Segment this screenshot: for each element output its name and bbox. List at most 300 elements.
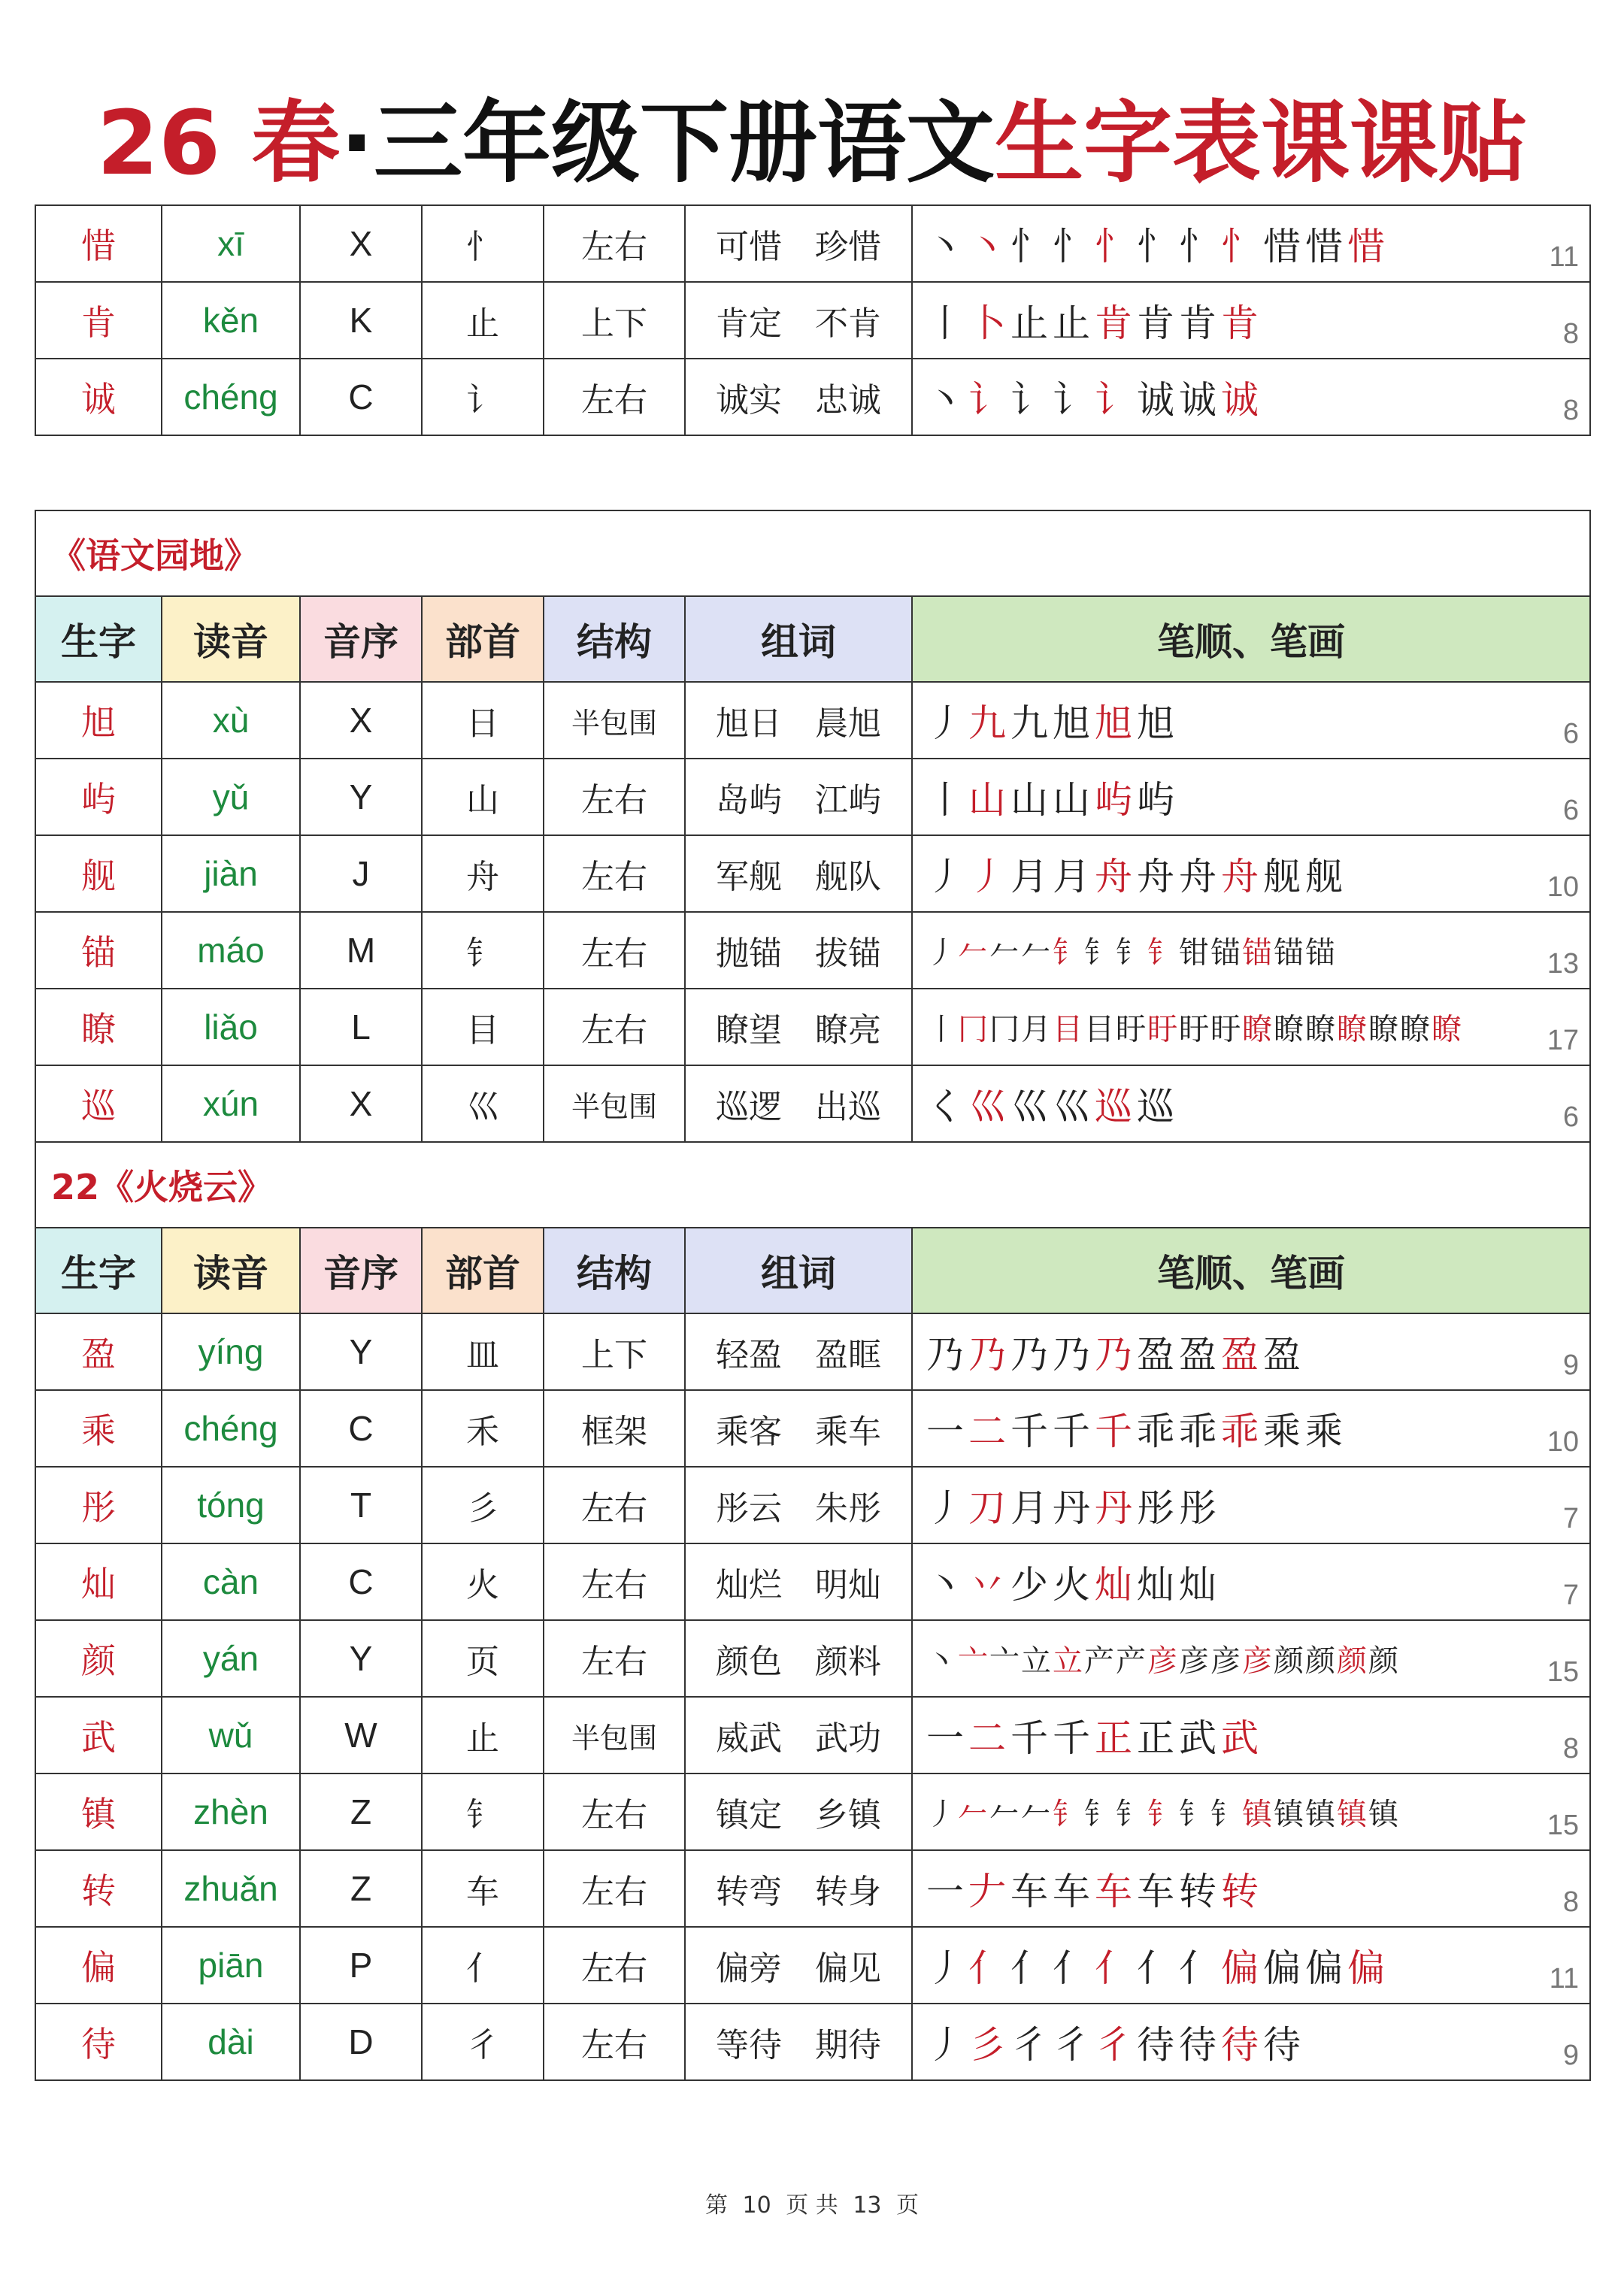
radical-cell: 讠 [422,359,544,435]
radical-cell: 巛 [422,1065,544,1142]
stroke-step: 镇 [1305,1797,1337,1832]
stroke-step: 丶 [926,1563,968,1607]
structure-cell: 上下 [544,282,685,359]
stroke-order-cell [912,1620,1590,1697]
column-header: 音序 [300,1228,422,1313]
character-cell: 彤 [35,1467,162,1543]
character-cell: 转 [35,1850,162,1927]
structure-cell: 左右 [544,2004,685,2080]
stroke-step: 舟 [1221,855,1263,898]
initial-letter-cell: Z [300,1850,422,1927]
table-row [35,1697,1590,1773]
stroke-step: 丶 [926,378,968,422]
stroke-step: 刀 [968,1486,1010,1530]
footer-mid: 页 共 [786,2192,838,2219]
word: 拔锚 [815,934,881,973]
structure-cell: 上下 [544,1313,685,1390]
stroke-step: 目 [1084,1012,1116,1047]
stroke-step: 惜 [1305,225,1347,268]
stroke-order-cell [912,282,1590,359]
stroke-step: 彳 [1010,2023,1053,2067]
pinyin-cell: xī [162,205,300,282]
word: 朱彤 [815,1489,881,1528]
word: 颜料 [815,1643,881,1681]
pinyin-cell: piān [162,1927,300,2004]
pinyin-cell: chéng [162,359,300,435]
character-cell: 巡 [35,1065,162,1142]
stroke-count: 6 [1562,718,1580,750]
pinyin-cell: máo [162,912,300,989]
stroke-count: 6 [1562,1101,1580,1133]
stroke-step: 丨 [926,301,968,345]
radical-cell: 页 [422,1620,544,1697]
word: 转身 [815,1873,881,1911]
header-row [35,596,1590,682]
stroke-step: 目 [1053,1012,1084,1047]
stroke-step: 止 [1010,301,1053,345]
stroke-step: 火 [1053,1563,1095,1607]
stroke-step: 旭 [1137,701,1179,745]
stroke-step: 𠂉 [958,935,989,971]
stroke-step: 车 [1053,1870,1095,1913]
stroke-step: 灿 [1137,1563,1179,1607]
stroke-step: 丹 [1053,1486,1095,1530]
stroke-step: 颜 [1368,1643,1400,1679]
initial-letter-cell: K [300,282,422,359]
words-cell [685,759,912,835]
stroke-count: 9 [1562,2040,1580,2071]
stroke-count: 6 [1562,795,1580,826]
initial-letter-cell: X [300,682,422,759]
stroke-step: 𠂉 [989,935,1021,971]
stroke-step: 立 [1021,1643,1053,1679]
radical-cell: 舟 [422,835,544,912]
table-row [35,1543,1590,1620]
pinyin-cell: yǔ [162,759,300,835]
title-part-1: 26 春 [96,91,341,195]
stroke-sequence [926,1861,1263,1916]
stroke-step: 诚 [1179,378,1221,422]
structure-cell: 左右 [544,1927,685,2004]
stroke-step: 诚 [1137,378,1179,422]
radical-cell: 车 [422,1850,544,1927]
stroke-step: 屿 [1095,778,1137,822]
stroke-count: 8 [1562,395,1579,426]
stroke-step: 钅 [1116,935,1147,971]
table-row [35,2004,1590,2080]
structure-cell: 左右 [544,989,685,1065]
character-cell: 乘 [35,1390,162,1467]
stroke-step: 𠂉 [1021,1797,1053,1832]
word: 岛屿 [716,781,782,819]
stroke-step: 钅 [1147,935,1179,971]
stroke-step: 𠂉 [989,1797,1021,1832]
words-cell [685,1773,912,1850]
stroke-count: 7 [1562,1580,1580,1611]
stroke-sequence [926,693,1179,747]
words-cell [685,835,912,912]
words-cell [685,1065,912,1142]
stroke-step: 钅 [1084,1797,1116,1832]
stroke-step: 肯 [1095,301,1137,345]
radical-cell: 忄 [422,205,544,282]
stroke-step: 忄 [1095,225,1137,268]
pinyin-cell: zhuǎn [162,1850,300,1927]
stroke-sequence [926,1938,1389,1992]
stroke-step: 彦 [1210,1643,1242,1679]
initial-letter-cell: Y [300,759,422,835]
stroke-step: 旭 [1053,701,1095,745]
initial-letter-cell: C [300,1390,422,1467]
pinyin-cell: wǔ [162,1697,300,1773]
stroke-step: 镇 [1337,1797,1368,1832]
stroke-sequence [926,1077,1179,1131]
stroke-step: 锚 [1274,935,1305,971]
stroke-order-cell [912,1390,1590,1467]
column-header: 音序 [300,596,422,682]
stroke-step: 待 [1137,2023,1179,2067]
stroke-sequence [926,2015,1305,2069]
words-cell [685,682,912,759]
word: 镇定 [716,1796,782,1834]
word: 等待 [716,2026,782,2064]
column-header: 笔顺、笔画 [912,596,1590,682]
stroke-step: 乃 [926,1333,968,1377]
stroke-order-cell [912,912,1590,989]
stroke-step: 正 [1137,1716,1179,1760]
pinyin-cell: xún [162,1065,300,1142]
stroke-sequence [926,370,1263,424]
stroke-step: 彦 [1147,1643,1179,1679]
stroke-count: 7 [1562,1503,1580,1534]
stroke-step: 盱 [1116,1012,1147,1047]
stroke-step: 待 [1263,2023,1305,2067]
column-header: 组词 [685,596,912,682]
footer-prefix: 第 [704,2192,728,2219]
words-cell [685,359,912,435]
word: 瞭望 [716,1011,782,1050]
stroke-step: 旭 [1095,701,1137,745]
initial-letter-cell: Y [300,1620,422,1697]
pinyin-cell: yíng [162,1313,300,1390]
stroke-step: 丹 [1095,1486,1137,1530]
page-title [0,83,1624,203]
stroke-step: 钅 [1179,1797,1210,1832]
stroke-step: 瞭 [1274,1012,1305,1047]
stroke-step: 瞭 [1368,1012,1400,1047]
initial-letter-cell: L [300,989,422,1065]
stroke-count: 13 [1547,948,1580,980]
stroke-step: 讠 [1053,378,1095,422]
character-cell: 诚 [35,359,162,435]
word: 晨旭 [815,704,881,743]
stroke-step: 千 [1095,1410,1137,1453]
character-cell: 屿 [35,759,162,835]
stroke-step: 立 [1053,1643,1084,1679]
word: 颜色 [716,1643,782,1681]
stroke-step: 颜 [1274,1643,1305,1679]
stroke-step: 九 [1010,701,1053,745]
stroke-step: 千 [1053,1716,1095,1760]
stroke-step: 待 [1221,2023,1263,2067]
stroke-step: 钳 [1179,935,1210,971]
stroke-step: 一 [926,1870,968,1913]
word: 乘车 [815,1413,881,1451]
radical-cell: 目 [422,989,544,1065]
stroke-step: 巡 [1095,1085,1137,1128]
initial-letter-cell: J [300,835,422,912]
section-title-cell [35,1142,1590,1228]
stroke-step: 屿 [1137,778,1179,822]
character-cell: 瞭 [35,989,162,1065]
stroke-step: 肯 [1221,301,1263,345]
stroke-step: 钅 [1210,1797,1242,1832]
stroke-step: 巛 [968,1085,1010,1128]
stroke-step: 车 [1137,1870,1179,1913]
stroke-step: 丶 [968,225,1010,268]
initial-letter-cell: T [300,1467,422,1543]
stroke-sequence [926,1637,1400,1680]
stroke-order-cell [912,1543,1590,1620]
stroke-order-cell [912,1313,1590,1390]
section-title: 《语文园地》 [51,535,259,576]
table-row [35,1065,1590,1142]
stroke-order-cell [912,1927,1590,2004]
stroke-step: 钅 [1116,1797,1147,1832]
initial-letter-cell: Z [300,1773,422,1850]
word: 不肯 [815,304,881,343]
table-row [35,282,1590,359]
radical-cell: 禾 [422,1390,544,1467]
stroke-sequence [926,770,1179,824]
stroke-order-cell [912,682,1590,759]
stroke-step: 巡 [1137,1085,1179,1128]
section-title: 22《火烧云》 [51,1167,273,1207]
stroke-count: 11 [1549,241,1579,273]
stroke-step: 盈 [1221,1333,1263,1377]
pinyin-cell: tóng [162,1467,300,1543]
stroke-step: 乃 [968,1333,1010,1377]
stroke-step: 舰 [1305,855,1347,898]
pinyin-cell: kěn [162,282,300,359]
page-footer [0,2186,1624,2219]
structure-cell: 左右 [544,759,685,835]
section-title-row [35,1142,1590,1228]
character-cell: 镇 [35,1773,162,1850]
stroke-step: 舟 [1095,855,1137,898]
stroke-step: 彳 [1053,2023,1095,2067]
stroke-step: 彦 [1242,1643,1274,1679]
stroke-step: 彤 [1137,1486,1179,1530]
stroke-step: 盈 [1137,1333,1179,1377]
structure-cell: 左右 [544,1850,685,1927]
title-part-3: 生字表课课贴 [995,91,1528,195]
stroke-step: 丿 [926,935,958,971]
words-cell [685,1313,912,1390]
table-row [35,1467,1590,1543]
stroke-step: 千 [1010,1716,1053,1760]
stroke-step: 彦 [1179,1643,1210,1679]
stroke-count: 15 [1547,1810,1580,1841]
stroke-step: 盱 [1147,1012,1179,1047]
table-row [35,1773,1590,1850]
table-row [35,359,1590,435]
stroke-step: 钅 [1053,935,1084,971]
stroke-step: 亻 [968,1946,1010,1990]
structure-cell: 半包围 [544,1065,685,1142]
stroke-sequence [926,1791,1400,1834]
structure-cell: 左右 [544,1620,685,1697]
stroke-step: 偏 [1305,1946,1347,1990]
words-cell [685,205,912,282]
words-cell [685,1390,912,1467]
word: 盈眶 [815,1336,881,1374]
column-header: 读音 [162,1228,300,1313]
table-row [35,912,1590,989]
stroke-step: 彳 [1095,2023,1137,2067]
word: 可惜 [716,228,782,266]
stroke-step: 忄 [1221,225,1263,268]
word: 乘客 [716,1413,782,1451]
stroke-step: 彡 [968,2023,1010,2067]
stroke-step: 月 [1010,855,1053,898]
column-header: 笔顺、笔画 [912,1228,1590,1313]
stroke-step: 𠂉 [1021,935,1053,971]
stroke-step: 丿 [926,1946,968,1990]
radical-cell: 钅 [422,912,544,989]
character-table-top [35,204,1591,436]
word: 彤云 [716,1489,782,1528]
column-header: 结构 [544,596,685,682]
stroke-step: 丶 [926,1643,958,1679]
stroke-order-cell [912,759,1590,835]
structure-cell: 左右 [544,359,685,435]
stroke-step: 诚 [1221,378,1263,422]
stroke-step: 丿 [926,1486,968,1530]
structure-cell: 框架 [544,1390,685,1467]
stroke-step: 少 [1010,1563,1053,1607]
stroke-step: 舰 [1263,855,1305,898]
word: 忠诚 [815,381,881,420]
radical-cell: 火 [422,1543,544,1620]
stroke-step: 瞭 [1337,1012,1368,1047]
stroke-step: 亻 [1179,1946,1221,1990]
stroke-step: 锚 [1305,935,1337,971]
words-cell [685,1467,912,1543]
stroke-step: 九 [968,701,1010,745]
stroke-step: 𠂇 [968,1870,1010,1913]
stroke-order-cell [912,2004,1590,2080]
stroke-order-cell [912,1065,1590,1142]
word: 瞭亮 [815,1011,881,1050]
column-header: 部首 [422,1228,544,1313]
stroke-sequence [926,1401,1347,1455]
table-row [35,835,1590,912]
structure-cell: 左右 [544,1543,685,1620]
section-title-cell [35,510,1590,596]
word: 武功 [815,1719,881,1758]
stroke-step: 车 [1010,1870,1053,1913]
initial-letter-cell: W [300,1697,422,1773]
stroke-step: 止 [1053,301,1095,345]
stroke-step: 讠 [1095,378,1137,422]
initial-letter-cell: D [300,2004,422,2080]
stroke-count: 17 [1547,1025,1580,1056]
pinyin-cell: xù [162,682,300,759]
structure-cell: 左右 [544,835,685,912]
pinyin-cell: càn [162,1543,300,1620]
stroke-step: 武 [1221,1716,1263,1760]
stroke-step: 一 [926,1410,968,1453]
stroke-sequence [926,929,1337,972]
initial-letter-cell: C [300,359,422,435]
radical-cell: 止 [422,1697,544,1773]
initial-letter-cell: X [300,205,422,282]
stroke-step: 钅 [1053,1797,1084,1832]
column-header: 生字 [35,596,162,682]
character-table-main [35,510,1591,2081]
table-row [35,1850,1590,1927]
word: 偏见 [815,1949,881,1988]
stroke-step: 丿 [926,2023,968,2067]
title-part-2: ·三年级下册语文 [340,91,995,195]
radical-cell: 彡 [422,1467,544,1543]
stroke-order-cell [912,835,1590,912]
stroke-step: 彤 [1179,1486,1221,1530]
stroke-step: 月 [1053,855,1095,898]
stroke-step: 盱 [1179,1012,1210,1047]
stroke-count: 10 [1547,871,1580,903]
stroke-sequence [926,1555,1221,1609]
stroke-step: 乖 [1179,1410,1221,1453]
character-cell: 灿 [35,1543,162,1620]
stroke-sequence [926,1006,1463,1049]
stroke-step: 亠 [958,1643,989,1679]
stroke-step: 丿 [926,701,968,745]
stroke-step: 忄 [1179,225,1221,268]
stroke-step: 亠 [989,1643,1021,1679]
stroke-step: 亻 [1053,1946,1095,1990]
stroke-step: 武 [1179,1716,1221,1760]
stroke-step: く [926,1085,968,1128]
character-cell: 旭 [35,682,162,759]
stroke-order-cell [912,1467,1590,1543]
stroke-step: 乃 [1053,1333,1095,1377]
stroke-step: 忄 [1010,225,1053,268]
word: 军舰 [716,858,782,896]
stroke-step: 乃 [1010,1333,1053,1377]
word: 诚实 [716,381,782,420]
stroke-step: 冂 [989,1012,1021,1047]
stroke-step: 二 [968,1410,1010,1453]
stroke-step: 转 [1179,1870,1221,1913]
character-cell: 盈 [35,1313,162,1390]
stroke-step: 亻 [1010,1946,1053,1990]
column-header: 部首 [422,596,544,682]
table-row [35,1620,1590,1697]
table-row [35,1390,1590,1467]
stroke-step: 丨 [926,1012,958,1047]
stroke-sequence [926,293,1263,347]
pinyin-cell: liǎo [162,989,300,1065]
header-row [35,1228,1590,1313]
pinyin-cell: zhèn [162,1773,300,1850]
word: 抛锚 [716,934,782,973]
stroke-order-cell [912,359,1590,435]
stroke-count: 8 [1562,318,1579,350]
stroke-step: 丿 [968,855,1010,898]
stroke-order-cell [912,1697,1590,1773]
